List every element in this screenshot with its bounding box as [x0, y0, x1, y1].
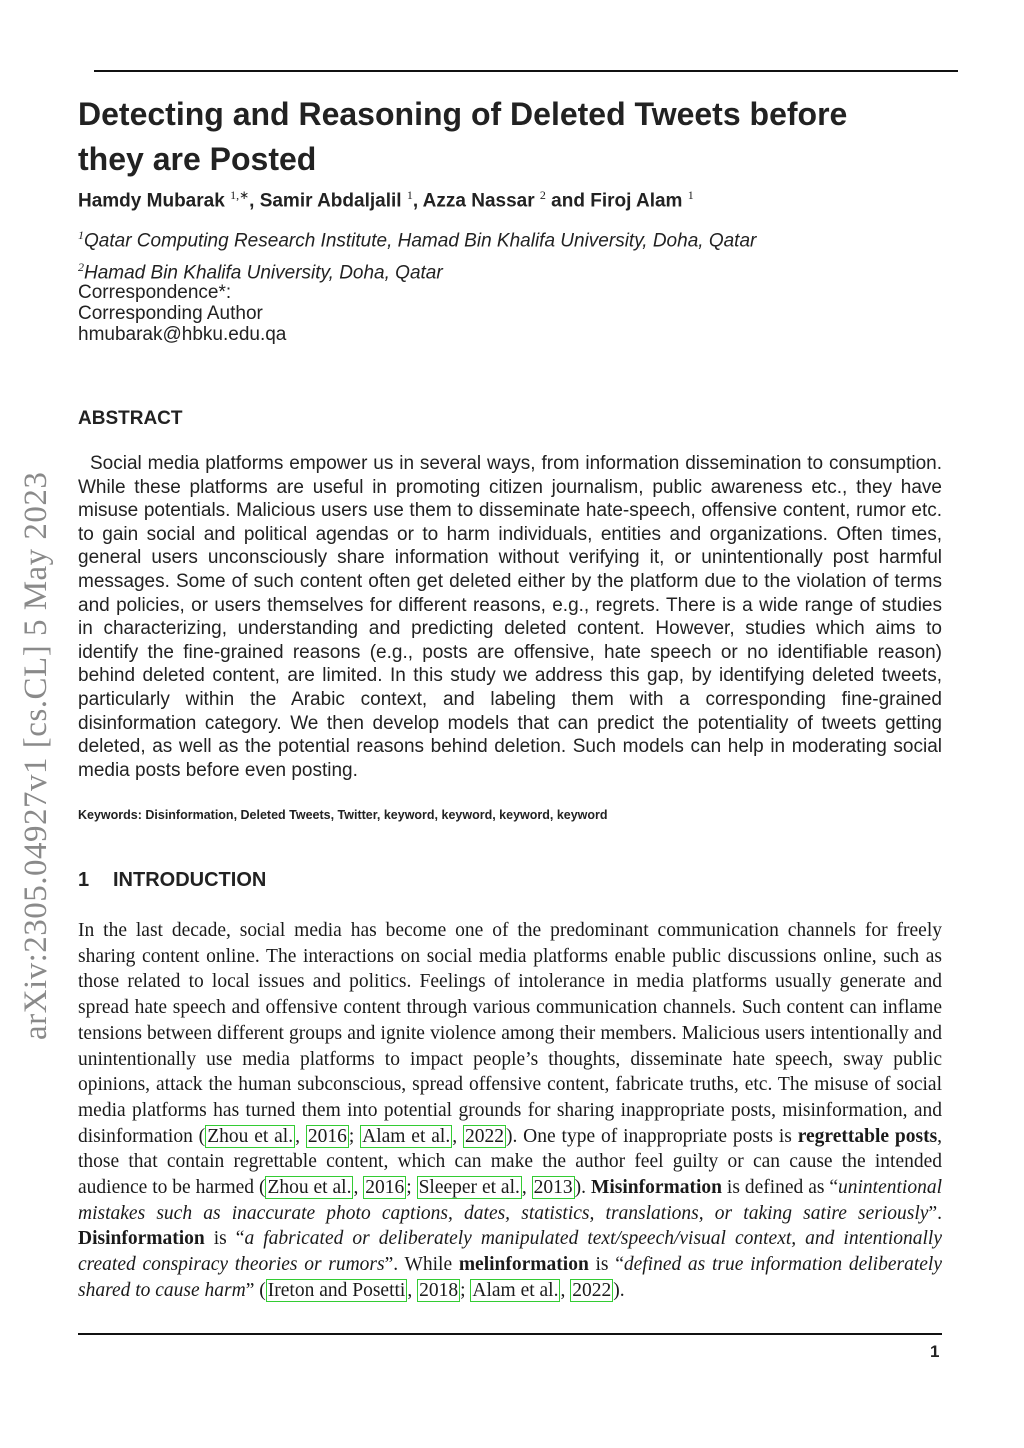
section-number: 1	[78, 869, 90, 891]
introduction-paragraph: In the last decade, social media has become one of the predominant communication channels for freely sharing content online. The interactions on social media platforms enable public discussions online, such as those related to local issues and politics. Feelings of intolerance in media platforms usually generate and spread hate speech and offensive content through various communication channels. Such content can inflame tensions between different groups and ignite violence among their members. Malicious users intentionally and unintentionally use media platforms to impact people’s thoughts, disseminate hate speech, sway public opinions, attack the human subconscious, spread offensive content, fabricate truths, etc. The misuse of social media platforms has turned them into potential grounds for sharing inappropriate posts, misinformation, and disinformation ( Zhou et al. , 2016 ; Alam et al. , 2022 ). One type of inappropriate posts is regrettable posts, those that contain regrettable content, which can make the author feel guilty or can cause the intended audience to be harmed ( Zhou et al. , 2016 ; Sleeper et al. , 2013 ). Misinformation is defined as “unintentional mistakes such as inaccurate photo captions, dates, statistics, translations, or taking satire seriously”. Disinformation is “a fabricated or deliberately manipulated text/speech/visual context, and intentionally created conspiracy theories or rumors”. While melinformation is “defined as true information deliberately shared to cause harm” ( Ireton and Posetti , 2018 ; Alam et al. , 2022 ).	[78, 920, 943, 1301]
citation-link[interactable]: Alam et al.	[472, 1279, 559, 1301]
correspondence	[78, 282, 286, 345]
author-name: Samir Abdaljalil	[259, 190, 402, 212]
citation-link[interactable]: 2022	[464, 1125, 504, 1147]
paper-title: Detecting and Reasoning of Deleted Tweets before they are Posted	[78, 96, 848, 177]
citation-link[interactable]: 2018	[419, 1279, 459, 1301]
header-rule	[94, 70, 958, 72]
citation-link[interactable]: 2022	[572, 1279, 612, 1301]
abstract-text: Social media platforms empower us in several ways, from information dissemination to consumption. While these platforms are useful in promoting citizen journalism, public awareness etc., they have misuse potentials. Malicious users use them to disseminate hate-speech, offensive content, rumor etc. to gain social and political agendas or to harm individuals, entities and organizations. Often times, general users unconsciously share information without verifying it, or unintentionally post harmful messages. Some of such content often get deleted either by the platform due to the violation of terms and policies, or users themselves for different reasons, e.g., regrets. There is a wide range of studies in characterizing, understanding and predicting deleted content. However, studies which aims to identify the fine-grained reasons (e.g., posts are offensive, hate speech or no identifiable reason) behind deleted content, are limited. In this study we address this gap, by identifying deleted tweets, particularly within the Arabic context, and labeling them with a corresponding fine-grained disinformation category. We then develop models that can predict the potentiality of tweets getting deleted, as well as the potential reasons behind deletion. Such models can help in moderating social media posts before even posting.	[78, 453, 942, 781]
author-name: Hamdy Mubarak	[78, 190, 225, 212]
section-title: INTRODUCTION	[113, 869, 267, 891]
section-heading	[78, 869, 266, 892]
author-affiliation-mark: 2	[539, 188, 546, 202]
citation-link[interactable]: 2013	[533, 1177, 573, 1199]
footer-rule	[78, 1333, 942, 1335]
citation-link[interactable]: Sleeper et al.	[418, 1177, 520, 1199]
page-number: 1	[930, 1342, 940, 1361]
abstract-heading: ABSTRACT	[78, 408, 183, 429]
affiliations	[78, 222, 756, 287]
affiliation: $^1$Qatar Computing Research Institute, Hamad Bin Khalifa University, Doha, Qatar	[78, 228, 757, 252]
author-name: Azza Nassar	[422, 190, 535, 212]
author-affiliation-mark: 1	[406, 188, 413, 202]
citation-link[interactable]: Zhou et al.	[267, 1177, 352, 1199]
correspondence-name: Corresponding Author	[78, 303, 263, 324]
citation-link[interactable]: Ireton and Posetti	[267, 1279, 406, 1301]
author-name: Firoj Alam	[590, 190, 683, 212]
author-affiliation-mark: 1	[687, 188, 694, 202]
citation-link[interactable]: Zhou et al.	[207, 1125, 294, 1147]
author-list: Hamdy Mubarak $^{1,∗}$, Samir Abdaljalil $^1$, Azza Nassar $^2$ and Firoj Alam $^1$	[78, 188, 694, 212]
citation-link[interactable]: 2016	[307, 1125, 347, 1147]
correspondence-email[interactable]: hmubarak@hbku.edu.qa	[78, 324, 287, 345]
affiliation: $^2$Hamad Bin Khalifa University, Doha, Qatar	[78, 260, 443, 284]
citation-link[interactable]: 2016	[365, 1177, 405, 1199]
keywords: Keywords: Disinformation, Deleted Tweets, Twitter, keyword, keyword, keyword, keyword	[78, 808, 608, 822]
correspondence-label: Correspondence*:	[78, 282, 232, 303]
arxiv-identifier: arXiv:2305.04927v1 [cs.CL] 5 May 2023	[18, 471, 54, 1040]
citation-link[interactable]: Alam et al.	[362, 1125, 451, 1147]
author-affiliation-mark: 1,∗	[230, 188, 250, 202]
